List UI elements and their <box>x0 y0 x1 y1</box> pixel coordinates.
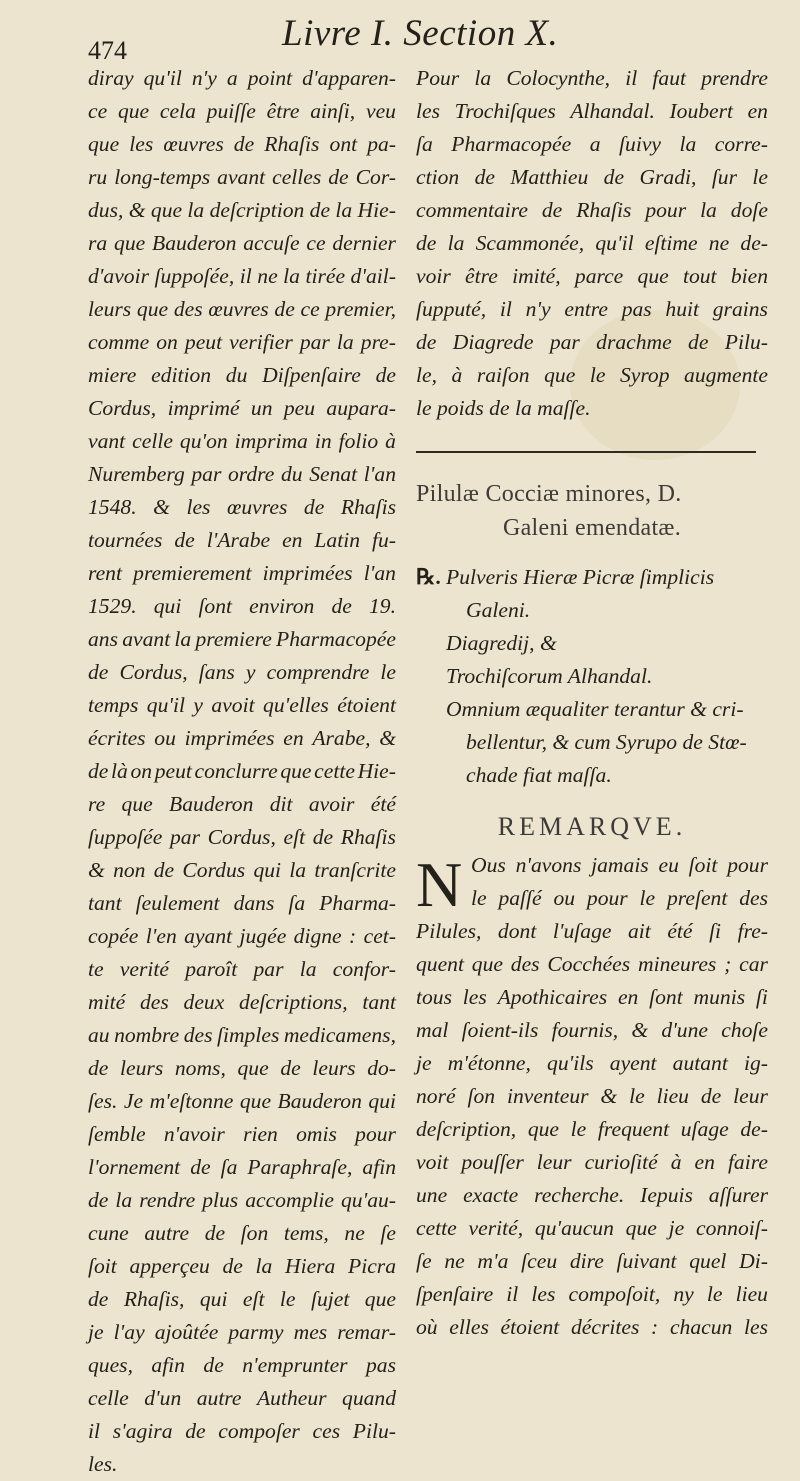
remarque-heading: REMARQVE. <box>497 812 687 841</box>
text-line: il s'agira de compoſer ces Pilu- <box>88 1419 396 1443</box>
text-line: Pour la Colocynthe, il faut prendre <box>416 66 768 90</box>
recipe-line-text: Galeni. <box>466 598 531 622</box>
text-line: dus, & que la deſcription de la Hie- <box>88 198 396 222</box>
recipe-line <box>416 693 768 726</box>
text-line: de leurs noms, que de leurs do- <box>88 1056 396 1080</box>
text-line: ra que Bauderon accuſe ce dernier <box>88 231 396 255</box>
recipe-line <box>416 594 768 627</box>
text-line: noré ſon inventeur & le lieu de leur <box>416 1084 768 1108</box>
text-line: les Trochiſques Alhandal. Ioubert en <box>416 99 768 123</box>
text-line: ſes. Je m'eſtonne que Bauderon qui <box>88 1089 396 1113</box>
text-line: les. <box>88 1452 118 1476</box>
section-divider <box>416 451 756 453</box>
text-line: le, à raiſon que le Syrop augmente <box>416 363 768 387</box>
recipe-line <box>416 726 768 759</box>
text-line: quent que des Cocchées mineures ; car <box>416 952 768 976</box>
text-line: mal ſoient-ils fournis, & d'une choſe <box>416 1018 768 1042</box>
text-line: 1529. qui ſont environ de 19. <box>88 594 396 618</box>
text-line: ſuppoſée par Cordus, eſt de Rhaſis <box>88 825 396 849</box>
left-column <box>88 62 396 1481</box>
text-line: ce que cela puiſſe être ainſi, veu <box>88 99 396 123</box>
text-line: que les œuvres de Rhaſis ont pa- <box>88 132 396 156</box>
running-title: Livre I. Section X. <box>282 13 559 54</box>
remarque-lines <box>416 849 768 1344</box>
text-line: ſpenſaire il les compoſoit, ny le lieu <box>416 1282 768 1306</box>
recipe-ingredients <box>416 561 768 792</box>
text-line: tant ſeulement dans ſa Pharma- <box>88 891 396 915</box>
text-line: cune autre de ſon tems, ne ſe <box>88 1221 396 1245</box>
text-line: celle d'un autre Autheur quand <box>88 1386 396 1410</box>
text-line: voit pouſſer leur curioſité à en faire <box>416 1150 768 1174</box>
text-line: ques, afin de n'emprunter pas <box>88 1353 396 1377</box>
text-line: comme on peut verifier par la pre- <box>88 330 396 354</box>
drop-cap: N <box>416 849 463 920</box>
text-line: Nuremberg par ordre du Senat l'an <box>88 462 396 486</box>
text-line: rent premierement imprimées l'an <box>88 561 396 585</box>
recipe-line <box>416 627 768 660</box>
text-line: de là on peut conclurre que cette Hie- <box>88 759 396 783</box>
text-line: de Rhaſis, qui eſt le ſujet que <box>88 1287 396 1311</box>
recipe-line-text: chade fiat maſſa. <box>466 763 612 787</box>
text-line: ſe ne m'a ſceu dire ſuivant quel Di- <box>416 1249 768 1273</box>
text-line: de la Scammonée, qu'il eſtime ne de- <box>416 231 768 255</box>
text-line: je m'étonne, qu'ils ayent autant ig- <box>416 1051 768 1075</box>
text-line: commentaire de Rhaſis pour la doſe <box>416 198 768 222</box>
text-line: une exacte recherche. Iepuis aſſurer <box>416 1183 768 1207</box>
text-line: ans avant la premiere Pharmacopée <box>88 627 396 651</box>
recipe-line-text: bellentur, & cum Syrupo de Stœ- <box>466 730 747 754</box>
text-line: ction de Matthieu de Gradi, ſur le <box>416 165 768 189</box>
recipe-line <box>416 759 768 792</box>
text-line: où elles étoient décrites : chacun les <box>416 1315 768 1339</box>
text-line: te verité paroît par la confor- <box>88 957 396 981</box>
remarque-paragraph <box>416 849 768 1344</box>
recipe-symbol: ℞. <box>416 565 441 589</box>
text-line: le poids de la maſſe. <box>416 396 591 420</box>
text-line: de Diagrede par drachme de Pilu- <box>416 330 768 354</box>
text-line: & non de Cordus qui la tranſcrite <box>88 858 396 882</box>
text-line: le paſſé ou pour le preſent des <box>471 886 768 910</box>
recipe-line-text: Pulveris Hieræ Picræ ſimplicis <box>446 565 715 589</box>
text-line: mité des deux deſcriptions, tant <box>88 990 396 1014</box>
text-line: cette verité, qu'aucun que je connoiſ- <box>416 1216 768 1240</box>
text-line: ſoit apperçeu de la Hiera Picra <box>88 1254 396 1278</box>
text-line: tous les Apothicaires en ſont munis ſi <box>416 985 768 1009</box>
text-line: Cordus, imprimé un peu aupara- <box>88 396 396 420</box>
text-line: re que Bauderon dit avoir été <box>88 792 396 816</box>
recipe-line <box>416 660 768 693</box>
text-line: ſa Pharmacopée a ſuivy la corre- <box>416 132 768 156</box>
text-line: diray qu'il n'y a point d'apparen- <box>88 66 396 90</box>
recipe-line-text: Trochiſcorum Alhandal. <box>446 664 653 688</box>
page-number: 474 <box>88 36 127 65</box>
text-line: 1548. & les œuvres de Rhaſis <box>88 495 396 519</box>
recipe-line-text: Diagredij, & <box>446 631 557 655</box>
text-line: d'avoir ſuppoſée, il ne la tirée d'ail- <box>88 264 396 288</box>
text-line: temps qu'il y avoit qu'elles étoient <box>88 693 396 717</box>
text-line: je l'ay ajoûtée parmy mes remar- <box>88 1320 396 1344</box>
right-column <box>416 62 768 1344</box>
text-line: de Cordus, ſans y comprendre le <box>88 660 396 684</box>
text-line: voir être imité, parce que tout bien <box>416 264 768 288</box>
recipe-title-line-2: Galeni emendatæ. <box>502 515 682 541</box>
text-line: de la rendre plus accomplie qu'au- <box>88 1188 396 1212</box>
text-line: leurs que des œuvres de ce premier, <box>88 297 396 321</box>
text-line: vant celle qu'on imprima in folio à <box>88 429 396 453</box>
text-line: ſupputé, il n'y entre pas huit grains <box>416 297 768 321</box>
text-line: écrites ou imprimées en Arabe, & <box>88 726 396 750</box>
text-line: ru long-temps avant celles de Cor- <box>88 165 396 189</box>
recipe-title-line-1: Pilulæ Cocciæ minores, D. <box>416 481 682 507</box>
text-line: tournées de l'Arabe en Latin fu- <box>88 528 396 552</box>
text-line: ſemble n'avoir rien omis pour <box>88 1122 396 1146</box>
text-line: au nombre des ſimples medicamens, <box>88 1023 396 1047</box>
text-line: Pilules, dont l'uſage ait été ſi fre- <box>416 919 768 943</box>
text-line: Ous n'avons jamais eu ſoit pour <box>471 853 768 877</box>
text-line: l'ornement de ſa Paraphraſe, afin <box>88 1155 396 1179</box>
right-intro-paragraph <box>416 62 768 425</box>
recipe-line-text: Omnium æqualiter terantur & cri- <box>446 697 744 721</box>
text-line: miere edition du Diſpenſaire de <box>88 363 396 387</box>
text-line: deſcription, que le frequent uſage de- <box>416 1117 768 1141</box>
recipe-line <box>416 561 768 594</box>
text-line: copée l'en ayant jugée digne : cet- <box>88 924 396 948</box>
